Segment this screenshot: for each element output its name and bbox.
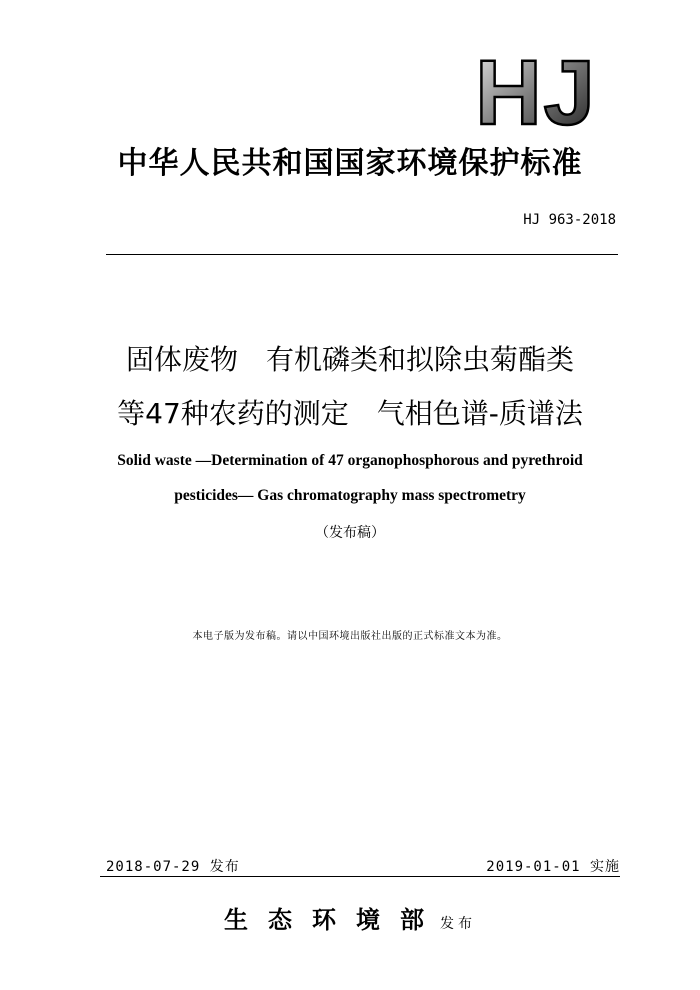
title-en-line2: pesticides— Gas chromatography mass spectrometry [174,487,526,504]
title-cn-line2: 等47种农药的测定 气相色谱-质谱法 [117,397,583,430]
title-cn-line1: 固体废物 有机磷类和拟除虫菊酯类 [125,343,574,376]
draft-tag: （发布稿） [315,525,385,541]
organization-name: 中华人民共和国国家环境保护标准 [117,146,583,181]
hj-logo-text: HJ [475,52,597,128]
hj-logo-graphic [468,52,604,128]
title-en-line1: Solid waste —Determination of 47 organophosphorous and pyrethroid [117,452,583,469]
hj-logo [468,52,604,128]
issuer [0,900,700,935]
header-divider [106,254,618,255]
standard-number: HJ 963-2018 [523,212,616,228]
edition-notice: 本电子版为发布稿。请以中国环境出版社出版的正式标准文本为准。 [192,631,508,642]
issuer-name: 生态环境部 [224,905,444,934]
footer-divider [100,876,620,877]
effective-date: 2019-01-01 实施 [486,859,620,875]
issuer-verb: 发布 [440,916,476,932]
issue-date: 2018-07-29 发布 [106,859,240,875]
